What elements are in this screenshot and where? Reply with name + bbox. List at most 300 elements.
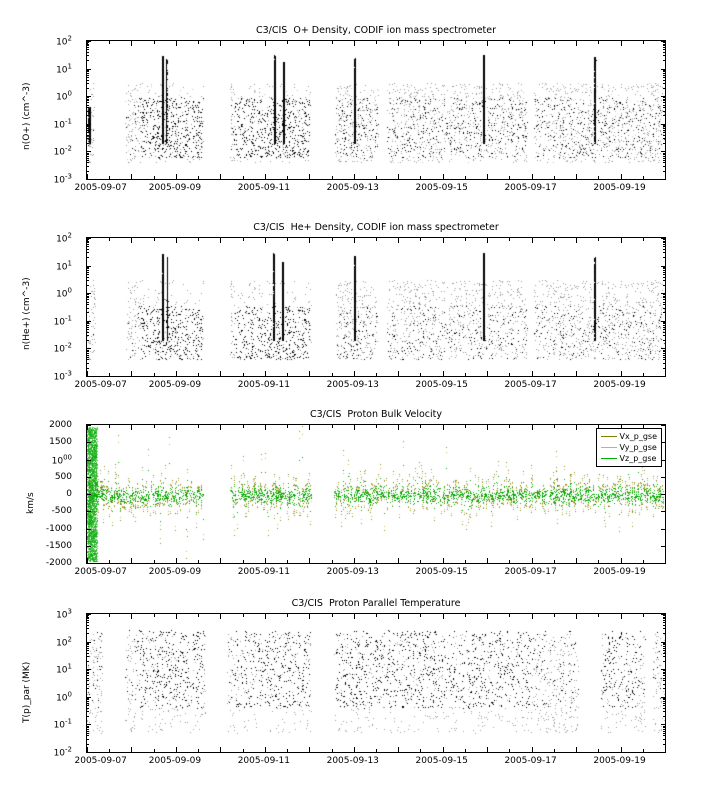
y-minor-tick <box>663 277 665 278</box>
x-tick-mark <box>398 238 399 243</box>
y-minor-tick <box>87 299 89 300</box>
x-tick-mark <box>309 174 310 179</box>
x-tick-label: 2005-09-11 <box>237 183 290 193</box>
y-minor-tick <box>87 156 89 157</box>
data-layer <box>87 614 665 752</box>
x-tick-mark <box>354 425 355 430</box>
y-minor-tick <box>87 70 89 71</box>
x-tick-mark <box>554 41 555 44</box>
x-tick-mark <box>332 373 333 376</box>
y-minor-tick <box>87 650 89 651</box>
x-tick-mark <box>265 614 266 619</box>
x-tick-mark <box>665 747 666 752</box>
y-tick-label: 0 <box>66 489 72 499</box>
plot-frame <box>86 424 666 564</box>
x-tick-label: 2005-09-17 <box>504 567 557 577</box>
x-tick-mark <box>154 238 155 241</box>
legend-color-swatch <box>601 436 617 437</box>
y-tick-label: 1500 <box>49 437 72 448</box>
y-minor-tick <box>87 322 89 323</box>
data-layer <box>87 238 665 376</box>
y-minor-tick <box>663 323 665 324</box>
legend-entry <box>601 453 657 464</box>
x-tick-label: 2005-09-07 <box>74 380 127 390</box>
y-minor-tick <box>663 88 665 89</box>
y-minor-tick <box>663 355 665 356</box>
y-minor-tick <box>663 270 665 271</box>
y-minor-tick <box>87 302 89 303</box>
x-tick-labels <box>74 181 666 195</box>
x-tick-mark <box>154 176 155 179</box>
x-tick-mark <box>176 238 177 243</box>
y-minor-tick <box>663 322 665 323</box>
x-tick-mark <box>220 425 221 430</box>
y-minor-tick <box>663 661 665 662</box>
x-tick-label: 2005-09-11 <box>237 380 290 390</box>
x-tick-mark <box>532 614 533 619</box>
y-minor-tick <box>663 648 665 649</box>
x-tick-mark <box>87 174 88 179</box>
x-tick-mark <box>598 176 599 179</box>
x-tick-mark <box>332 749 333 752</box>
x-tick-mark <box>154 749 155 752</box>
y-minor-tick <box>87 684 89 685</box>
x-tick-mark <box>176 614 177 619</box>
panel-title: C3/CIS Proton Bulk Velocity <box>310 409 442 420</box>
x-tick-mark <box>265 747 266 752</box>
x-tick-label: 2005-09-15 <box>415 567 468 577</box>
x-tick-label: 2005-09-19 <box>593 380 646 390</box>
y-minor-tick <box>663 153 665 154</box>
x-tick-mark <box>643 176 644 179</box>
y-tick-mark <box>87 442 91 443</box>
y-minor-tick <box>87 739 89 740</box>
x-tick-mark <box>198 176 199 179</box>
x-tick-mark <box>665 238 666 243</box>
y-minor-tick <box>663 111 665 112</box>
y-minor-tick <box>87 673 89 674</box>
y-minor-tick <box>87 304 89 305</box>
x-tick-mark <box>621 614 622 619</box>
y-minor-tick <box>663 672 665 673</box>
y-minor-tick <box>663 353 665 354</box>
y-minor-tick <box>663 105 665 106</box>
y-minor-tick <box>87 335 89 336</box>
y-minor-tick <box>87 111 89 112</box>
y-minor-tick <box>663 716 665 717</box>
x-tick-label: 2005-09-07 <box>74 567 127 577</box>
x-tick-mark <box>354 238 355 243</box>
x-tick-mark <box>487 425 488 430</box>
x-tick-mark <box>487 558 488 563</box>
y-minor-tick <box>87 661 89 662</box>
y-tick-label: $10^{-3}$ <box>53 172 72 186</box>
legend-entry <box>601 431 657 442</box>
y-tick-label: $10^0$ <box>56 690 72 704</box>
x-tick-mark <box>109 238 110 241</box>
x-tick-mark <box>465 614 466 617</box>
x-tick-mark <box>420 749 421 752</box>
x-tick-mark <box>154 425 155 428</box>
y-minor-tick <box>663 698 665 699</box>
x-tick-mark <box>487 238 488 243</box>
x-tick-mark <box>487 371 488 376</box>
x-tick-mark <box>220 371 221 376</box>
x-tick-mark <box>287 238 288 241</box>
x-tick-mark <box>576 747 577 752</box>
y-minor-tick <box>663 731 665 732</box>
x-tick-mark <box>220 747 221 752</box>
y-minor-tick <box>87 130 89 131</box>
x-tick-mark <box>576 41 577 46</box>
y-minor-tick <box>663 644 665 645</box>
x-tick-mark <box>443 371 444 376</box>
y-minor-tick <box>87 625 89 626</box>
data-layer <box>87 425 665 563</box>
y-tick-label: $10^1$ <box>56 662 72 676</box>
x-tick-mark <box>398 371 399 376</box>
x-tick-mark <box>398 747 399 752</box>
y-minor-tick <box>87 83 89 84</box>
y-minor-tick <box>87 158 89 159</box>
y-minor-tick <box>663 297 665 298</box>
plot-frame <box>86 613 666 753</box>
x-tick-mark <box>398 558 399 563</box>
y-minor-tick <box>87 100 89 101</box>
x-tick-mark <box>309 558 310 563</box>
y-tick-label: $10^2$ <box>56 34 72 48</box>
x-tick-mark <box>376 614 377 617</box>
y-minor-tick <box>87 252 89 253</box>
y-tick-label: $10^2$ <box>56 635 72 649</box>
legend <box>596 428 662 467</box>
y-minor-tick <box>663 646 665 647</box>
x-tick-mark <box>443 41 444 46</box>
x-tick-mark <box>87 41 88 46</box>
x-tick-mark <box>621 371 622 376</box>
x-tick-mark <box>176 174 177 179</box>
x-tick-label: 2005-09-09 <box>148 183 202 193</box>
y-tick-mark <box>87 179 91 180</box>
x-tick-mark <box>109 560 110 563</box>
y-tick-mark <box>661 179 665 180</box>
x-tick-mark <box>576 371 577 376</box>
x-tick-mark <box>665 558 666 563</box>
y-minor-tick <box>87 678 89 679</box>
x-tick-mark <box>265 558 266 563</box>
x-tick-mark <box>509 41 510 44</box>
x-tick-mark <box>265 371 266 376</box>
x-tick-mark <box>376 41 377 44</box>
x-tick-mark <box>154 373 155 376</box>
x-tick-mark <box>220 41 221 46</box>
y-minor-tick <box>663 70 665 71</box>
x-tick-mark <box>243 373 244 376</box>
y-minor-tick <box>663 107 665 108</box>
x-tick-mark <box>198 425 199 428</box>
y-minor-tick <box>663 643 665 644</box>
y-minor-tick <box>87 735 89 736</box>
y-minor-tick <box>87 153 89 154</box>
y-minor-tick <box>663 733 665 734</box>
y-minor-tick <box>87 701 89 702</box>
y-minor-tick <box>87 115 89 116</box>
y-minor-tick <box>663 75 665 76</box>
x-tick-mark <box>332 614 333 617</box>
y-minor-tick <box>87 705 89 706</box>
y-minor-tick <box>663 688 665 689</box>
y-minor-tick <box>663 128 665 129</box>
y-axis-label: n(He+) (cm^-3) <box>22 277 32 350</box>
data-layer <box>87 41 665 179</box>
y-minor-tick <box>663 653 665 654</box>
panel-title: C3/CIS O+ Density, CODIF ion mass spectrometer <box>255 25 497 36</box>
y-minor-tick <box>87 60 89 61</box>
y-tick-mark <box>661 494 665 495</box>
x-tick-label: 2005-09-13 <box>326 567 379 577</box>
y-minor-tick <box>663 156 665 157</box>
x-tick-mark <box>532 747 533 752</box>
y-tick-mark <box>87 724 91 725</box>
y-minor-tick <box>87 716 89 717</box>
y-minor-tick <box>663 138 665 139</box>
y-tick-label: -1500 <box>45 540 72 551</box>
panel-he-plus-density <box>22 222 666 390</box>
x-tick-mark <box>443 614 444 619</box>
y-minor-tick <box>663 294 665 295</box>
y-minor-tick <box>663 252 665 253</box>
y-minor-tick <box>663 100 665 101</box>
x-tick-mark <box>532 174 533 179</box>
x-tick-label: 2005-09-07 <box>74 756 127 766</box>
y-minor-tick <box>87 138 89 139</box>
y-tick-label: $10^{-2}$ <box>53 341 72 355</box>
x-tick-mark <box>532 558 533 563</box>
x-tick-mark <box>598 749 599 752</box>
y-tick-label: $10^{-2}$ <box>53 745 72 759</box>
x-tick-mark <box>243 238 244 241</box>
y-minor-tick <box>87 670 89 671</box>
y-minor-tick <box>663 308 665 309</box>
y-minor-tick <box>87 171 89 172</box>
y-minor-tick <box>87 102 89 103</box>
x-tick-mark <box>509 749 510 752</box>
y-tick-mark <box>87 376 91 377</box>
y-axis-label: km/s <box>26 492 36 514</box>
x-tick-mark <box>198 614 199 617</box>
x-tick-mark <box>509 373 510 376</box>
x-tick-mark <box>265 174 266 179</box>
x-tick-mark <box>443 425 444 430</box>
y-minor-tick <box>663 711 665 712</box>
x-tick-mark <box>332 176 333 179</box>
x-tick-mark <box>309 747 310 752</box>
y-minor-tick <box>87 688 89 689</box>
y-minor-tick <box>663 97 665 98</box>
y-minor-tick <box>663 350 665 351</box>
x-tick-mark <box>465 41 466 44</box>
x-tick-mark <box>131 41 132 46</box>
x-tick-mark <box>487 614 488 619</box>
x-tick-mark <box>354 371 355 376</box>
y-minor-tick <box>663 670 665 671</box>
y-minor-tick <box>87 280 89 281</box>
x-tick-mark <box>443 174 444 179</box>
x-tick-mark <box>220 558 221 563</box>
y-minor-tick <box>87 55 89 56</box>
y-minor-tick <box>87 329 89 330</box>
y-tick-label: $10^{-1}$ <box>53 117 72 131</box>
y-minor-tick <box>663 296 665 297</box>
y-minor-tick <box>87 47 89 48</box>
y-minor-tick <box>663 675 665 676</box>
y-tick-mark <box>661 724 665 725</box>
y-minor-tick <box>663 325 665 326</box>
y-minor-tick <box>663 729 665 730</box>
y-minor-tick <box>663 132 665 133</box>
y-tick-mark <box>661 348 665 349</box>
x-tick-mark <box>465 560 466 563</box>
y-minor-tick <box>87 353 89 354</box>
y-tick-label: $10^1$ <box>56 62 72 76</box>
x-tick-mark <box>420 560 421 563</box>
x-tick-labels <box>74 754 666 768</box>
y-tick-label: -1000 <box>45 523 72 534</box>
x-tick-label: 2005-09-11 <box>237 567 290 577</box>
y-tick-mark <box>661 563 665 564</box>
y-tick-mark <box>87 546 91 547</box>
x-tick-mark <box>621 41 622 46</box>
y-minor-tick <box>663 171 665 172</box>
y-minor-tick <box>87 312 89 313</box>
x-tick-mark <box>309 41 310 46</box>
y-tick-label: -2000 <box>45 558 72 568</box>
panel-title: C3/CIS He+ Density, CODIF ion mass spectrometer <box>253 222 499 233</box>
x-tick-mark <box>220 174 221 179</box>
x-tick-mark <box>332 41 333 44</box>
x-tick-label: 2005-09-13 <box>326 380 379 390</box>
x-tick-mark <box>532 371 533 376</box>
y-minor-tick <box>663 274 665 275</box>
x-tick-mark <box>598 560 599 563</box>
y-tick-mark <box>87 511 91 512</box>
y-minor-tick <box>87 656 89 657</box>
x-tick-mark <box>243 614 244 617</box>
x-tick-mark <box>109 176 110 179</box>
y-minor-tick <box>87 71 89 72</box>
y-minor-tick <box>87 297 89 298</box>
y-minor-tick <box>87 257 89 258</box>
y-minor-tick <box>663 312 665 313</box>
panel-proton-bulk-velocity <box>26 409 666 577</box>
y-minor-tick <box>663 77 665 78</box>
x-tick-mark <box>376 238 377 241</box>
x-tick-mark <box>176 425 177 430</box>
x-tick-mark <box>420 614 421 617</box>
x-tick-mark <box>576 614 577 619</box>
x-tick-label: 2005-09-19 <box>593 567 646 577</box>
x-tick-mark <box>131 425 132 430</box>
x-tick-label: 2005-09-13 <box>326 183 379 193</box>
y-minor-tick <box>87 744 89 745</box>
x-tick-mark <box>332 560 333 563</box>
x-tick-mark <box>87 238 88 243</box>
x-tick-mark <box>287 560 288 563</box>
y-minor-tick <box>663 162 665 163</box>
y-minor-tick <box>663 267 665 268</box>
x-tick-mark <box>154 41 155 44</box>
y-minor-tick <box>87 727 89 728</box>
legend-color-swatch <box>601 458 617 459</box>
x-tick-mark <box>443 747 444 752</box>
y-minor-tick <box>87 75 89 76</box>
y-minor-tick <box>87 105 89 106</box>
y-minor-tick <box>87 680 89 681</box>
y-minor-tick <box>663 280 665 281</box>
y-axis-label: T(p)_par (MK) <box>22 661 32 723</box>
y-minor-tick <box>87 699 89 700</box>
x-tick-label: 2005-09-17 <box>504 183 557 193</box>
y-minor-tick <box>87 88 89 89</box>
y-minor-tick <box>663 329 665 330</box>
x-tick-label: 2005-09-15 <box>415 756 468 766</box>
y-minor-tick <box>663 257 665 258</box>
x-tick-mark <box>332 425 333 428</box>
y-minor-tick <box>87 729 89 730</box>
x-tick-mark <box>509 238 510 241</box>
y-minor-tick <box>87 731 89 732</box>
y-minor-tick <box>663 368 665 369</box>
y-minor-tick <box>663 673 665 674</box>
x-tick-mark <box>621 558 622 563</box>
x-tick-mark <box>354 558 355 563</box>
y-minor-tick <box>87 160 89 161</box>
y-tick-mark <box>661 477 665 478</box>
y-minor-tick <box>663 154 665 155</box>
x-tick-mark <box>376 425 377 428</box>
y-minor-tick <box>663 102 665 103</box>
x-tick-mark <box>643 373 644 376</box>
x-tick-mark <box>554 425 555 428</box>
y-minor-tick <box>87 708 89 709</box>
x-tick-mark <box>109 41 110 44</box>
y-minor-tick <box>87 323 89 324</box>
x-tick-mark <box>309 238 310 243</box>
x-tick-mark <box>554 373 555 376</box>
x-tick-mark <box>131 747 132 752</box>
x-tick-mark <box>420 176 421 179</box>
legend-label: Vy_p_gse <box>619 443 657 452</box>
x-tick-label: 2005-09-15 <box>415 183 468 193</box>
y-minor-tick <box>663 99 665 100</box>
plot-frame <box>86 40 666 180</box>
x-tick-mark <box>643 238 644 241</box>
y-minor-tick <box>87 296 89 297</box>
y-minor-tick <box>87 125 89 126</box>
x-tick-mark <box>598 41 599 44</box>
y-minor-tick <box>663 363 665 364</box>
y-minor-tick <box>87 80 89 81</box>
y-minor-tick <box>87 351 89 352</box>
y-minor-tick <box>87 246 89 247</box>
x-tick-mark <box>265 425 266 430</box>
y-minor-tick <box>87 325 89 326</box>
y-minor-tick <box>663 726 665 727</box>
x-tick-mark <box>643 749 644 752</box>
x-tick-label: 2005-09-13 <box>326 756 379 766</box>
y-minor-tick <box>87 107 89 108</box>
x-tick-mark <box>87 558 88 563</box>
